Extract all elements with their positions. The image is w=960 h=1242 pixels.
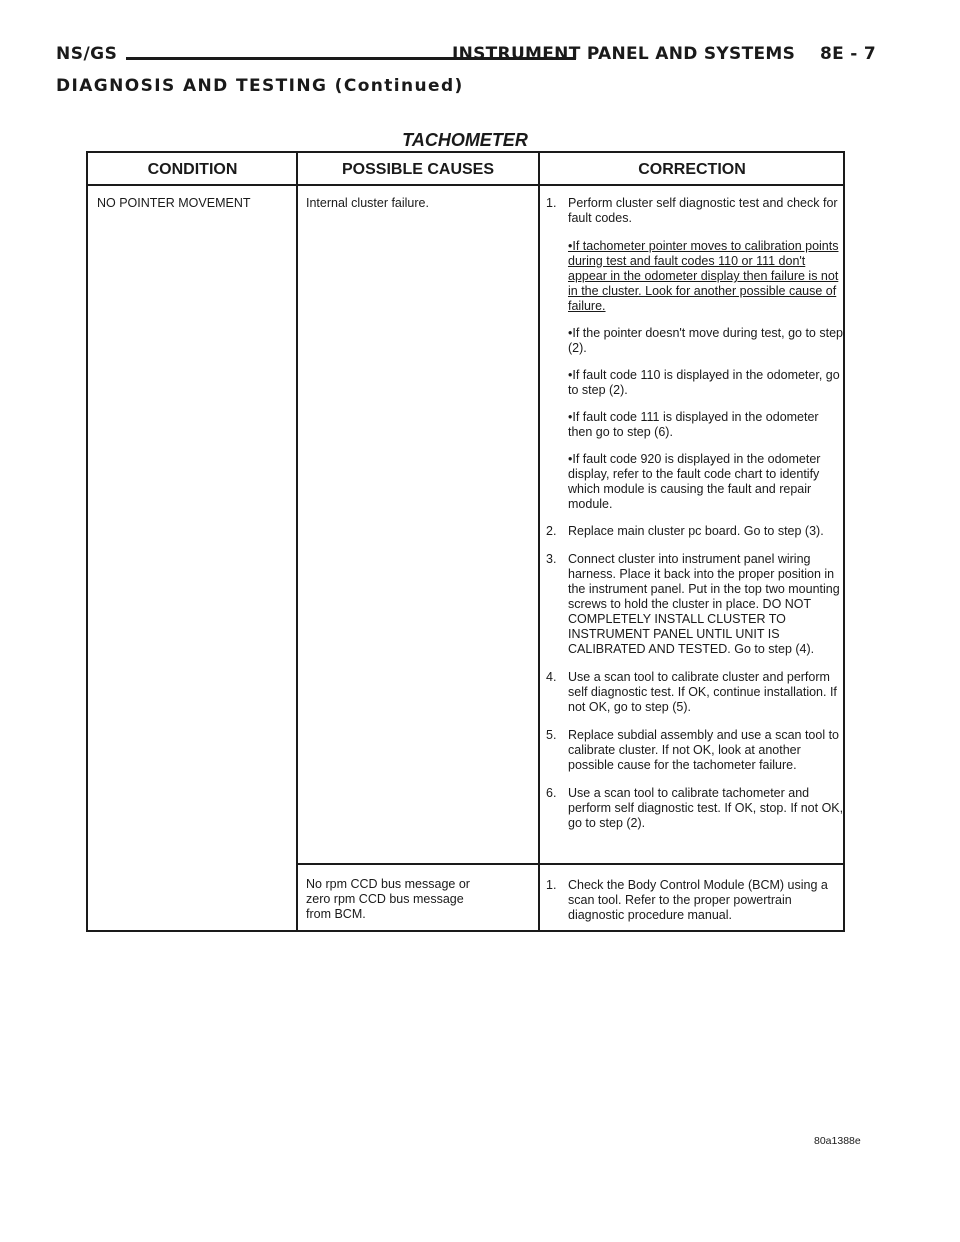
correction-step <box>546 786 846 831</box>
note-item: •If fault code 110 is displayed in the odometer, go to step (2). <box>568 368 840 397</box>
step-text: Replace subdial assembly and use a scan tool to calibrate cluster. If not OK, look at another possible cause for the tachometer failure. <box>568 728 839 772</box>
column-header-condition: CONDITION <box>147 161 238 178</box>
correction-step <box>546 878 846 923</box>
step-text: Use a scan tool to calibrate tachometer and perform self diagnostic test. If OK, stop. If not OK, go to step (2). <box>568 786 844 830</box>
cause-cell-2: No rpm CCD bus message or zero rpm CCD bus message from BCM. <box>306 877 470 921</box>
section-title: DIAGNOSIS AND TESTING (Continued) <box>56 76 464 96</box>
step-number: 5. <box>546 728 557 742</box>
correction-step <box>546 196 846 226</box>
figure-code: 80a1388e <box>814 1135 861 1147</box>
column-header-correction: CORRECTION <box>638 161 746 178</box>
step-number: 6. <box>546 786 557 800</box>
column-divider-1 <box>296 153 298 932</box>
step-text: Use a scan tool to calibrate cluster and perform self diagnostic test. If OK, continue installation. If not OK, go to step (5). <box>568 670 837 714</box>
step-number: 4. <box>546 670 557 684</box>
chapter-title-page-number: INSTRUMENT PANEL AND SYSTEMS 8E - 7 <box>451 44 876 64</box>
column-header-possible-causes: POSSIBLE CAUSES <box>341 161 495 178</box>
row-divider <box>297 863 845 865</box>
step-number: 2. <box>546 524 557 538</box>
diagnosis-table <box>86 151 845 932</box>
correction-step <box>546 552 846 657</box>
page-header <box>56 44 876 74</box>
correction-cell-1 <box>546 196 846 844</box>
correction-step <box>546 524 846 539</box>
cause-cell-1: Internal cluster failure. <box>306 196 429 210</box>
step-text: Connect cluster into instrument panel wiring harness. Place it back into the proper position in the instrument panel. Put in the top two mounting screws to hold the cluster in place. DO NOT COMPLETELY INSTALL CLUSTER TO INSTRUMENT PANEL UNTIL UNIT IS CALIBRATED AND TESTED. Go to step (4). <box>568 552 840 656</box>
correction-step <box>546 670 846 715</box>
note-item: •If fault code 111 is displayed in the odometer then go to step (6). <box>568 410 819 439</box>
note-item: •If fault code 920 is displayed in the odometer display, refer to the fault code chart to identify which module is causing the fault and repair module. <box>568 452 821 511</box>
correction-cell-2 <box>546 878 846 936</box>
note-item: •If the pointer doesn't move during test, go to step (2). <box>568 326 843 355</box>
step-number: 1. <box>546 196 557 210</box>
column-divider-2 <box>538 153 540 932</box>
manual-code: NS/GS <box>56 44 118 64</box>
step-text: Replace main cluster pc board. Go to step (3). <box>568 524 824 538</box>
condition-cell: NO POINTER MOVEMENT <box>97 196 251 210</box>
step-number: 3. <box>546 552 557 566</box>
step-text: Perform cluster self diagnostic test and check for fault codes. <box>568 196 838 225</box>
document-title: TACHOMETER <box>402 130 528 150</box>
header-divider <box>88 184 845 186</box>
note-item: •If tachometer pointer moves to calibration points during test and fault codes 110 or 111 don't appear in the odometer display then failure is not in the cluster. Look for another possible cause of failure. <box>568 239 839 313</box>
step-number: 1. <box>546 878 557 892</box>
correction-step <box>546 728 846 773</box>
step-text: Check the Body Control Module (BCM) using a scan tool. Refer to the proper powertrain diagnostic procedure manual. <box>568 878 828 922</box>
